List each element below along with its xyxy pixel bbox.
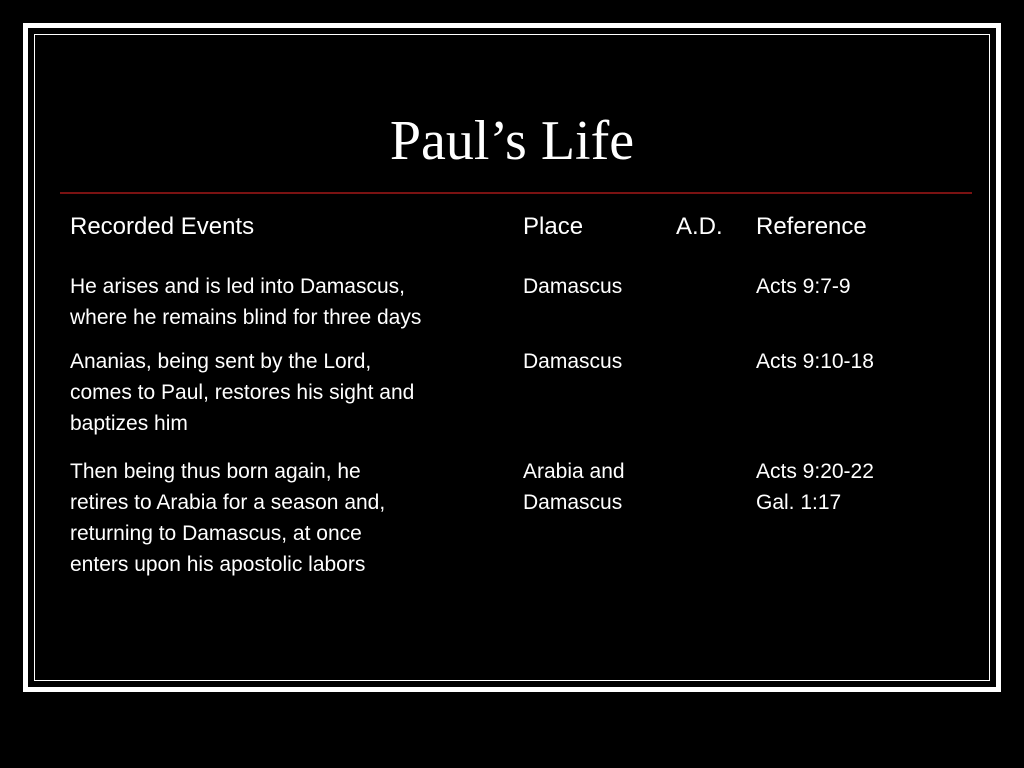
- header-place: Place: [523, 213, 584, 240]
- row-2-reference: Acts 9:10-18: [756, 350, 874, 373]
- row-3-place: Arabia and Damascus: [523, 460, 625, 514]
- row-3-event: Then being thus born again, he retires to Arabia for a season and, returning to Damascus, at once enters upon his apostolic labors: [70, 460, 386, 576]
- row-2-place: Damascus: [523, 350, 623, 373]
- title-divider: [60, 192, 972, 194]
- row-1-place: Damascus: [523, 275, 623, 298]
- slide-title: Paul’s Life: [389, 110, 635, 172]
- header-reference: Reference: [756, 213, 867, 240]
- row-1-reference: Acts 9:7-9: [756, 275, 851, 298]
- header-recorded-events: Recorded Events: [70, 213, 255, 240]
- row-2-event: Ananias, being sent by the Lord, comes to Paul, restores his sight and baptizes him: [70, 350, 415, 435]
- row-1-event: He arises and is led into Damascus, where he remains blind for three days: [70, 275, 422, 329]
- header-ad: A.D.: [676, 213, 723, 240]
- row-3-reference: Acts 9:20-22 Gal. 1:17: [756, 460, 874, 514]
